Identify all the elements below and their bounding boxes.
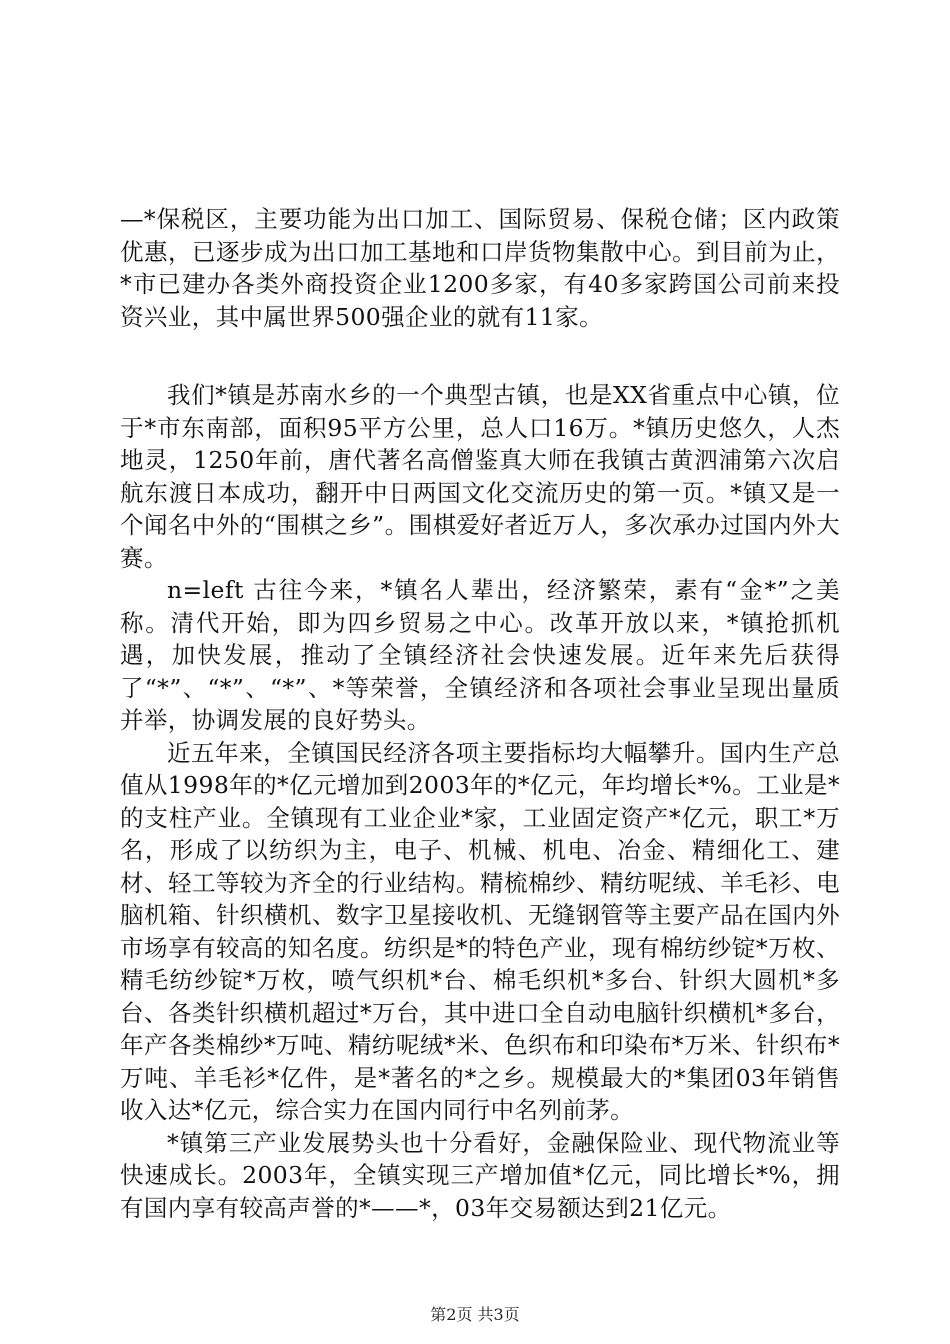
- paragraph-town-history: n=left 古往今来，*镇名人辈出，经济繁荣，素有“金*”之美称。清代开始，即为四乡贸易之中心。改革开放以来，*镇抢抓机遇，加快发展，推动了全镇经济社会快速发展。近年来先后获得了“*”、“*”、“*”、*等荣誉，全镇经济和各项社会事业呈现出量质并举，协调发展的良好势头。: [120, 576, 840, 734]
- paragraph-economy: 近五年来，全镇国民经济各项主要指标均大幅攀升。国内生产总值从1998年的*亿元增加到2003年的*亿元，年均增长*%。工业是*的支柱产业。全镇现有工业企业*家，工业固定资产*亿元，职工*万名，形成了以纺织为主，电子、机械、机电、冶金、精细化工、建材、轻工等较为齐全的行业结构。精梳棉纱、精纺呢绒、羊毛衫、电脑机箱、针织横机、数字卫星接收机、无缝钢管等主要产品在国内外市场享有较高的知名度。纺织是*的特色产业，现有棉纺纱锭*万枚、精毛纺纱锭*万枚，喷气织机*台、棉毛织机*多台、针织大圆机*多台、各类针织横机超过*万台，其中进口全自动电脑针织横机*多台，年产各类棉纱*万吨、精纺呢绒*米、色织布和印染布*万米、针织布*万吨、羊毛衫*亿件，是*著名的*之乡。规模最大的*集团03年销售收入达*亿元，综合实力在国内同行中名列前茅。: [120, 738, 840, 1124]
- paragraph-gap: [120, 333, 840, 379]
- document-body: [120, 203, 840, 1224]
- paragraph-continuation: —*保税区，主要功能为出口加工、国际贸易、保税仓储；区内政策优惠，已逐步成为出口加工基地和口岸货物集散中心。到目前为止，*市已建办各类外商投资企业1200多家，有40多家跨国公司前来投资兴业，其中属世界500强企业的就有11家。: [120, 205, 840, 331]
- paragraph-tertiary-industry: *镇第三产业发展势头也十分看好，金融保险业、现代物流业等快速成长。2003年，全镇实现三产增加值*亿元，同比增长*%，拥有国内享有较高声誉的*——*，03年交易额达到21亿元。: [120, 1128, 840, 1222]
- paragraph-town-intro: 我们*镇是苏南水乡的一个典型古镇，也是XX省重点中心镇，位于*市东南部，面积95平方公里，总人口16万。*镇历史悠久，人杰地灵，1250年前，唐代著名高僧鉴真大师在我镇古黄泗浦第六次启航东渡日本成功，翻开中日两国文化交流历史的第一页。*镇又是一个闻名中外的“围棋之乡”。围棋爱好者近万人，多次承办过国内外大赛。: [120, 381, 840, 572]
- page-footer: 第2页 共3页: [430, 1305, 520, 1324]
